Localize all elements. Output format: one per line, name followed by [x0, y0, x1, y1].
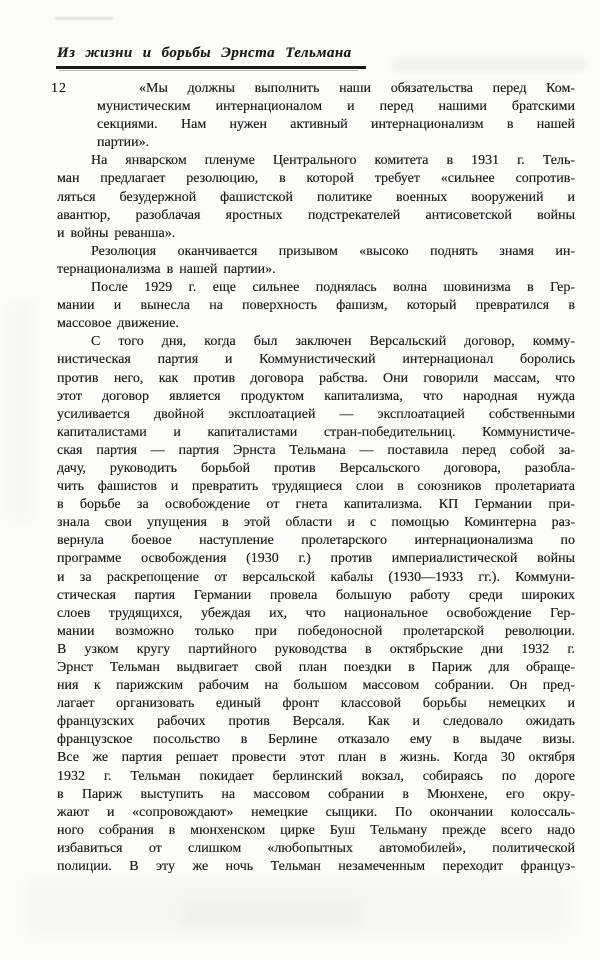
- text-line: слоев трудящихся, убеждая их, что национальное освобождение Гер-: [57, 605, 575, 621]
- text-line: На январском пленуме Центрального комитета в 1931 г. Тель-: [91, 153, 575, 169]
- text-line: Резолюция оканчивается призывом «высоко поднять знамя ин-: [91, 243, 575, 259]
- text-line: и за раскрепощение от версальской кабалы (1930—1933 гг.). Коммуни-: [57, 569, 575, 585]
- running-head-rule-echo: [59, 70, 358, 71]
- text-line: полиции. В эту же ночь Тельман незамеченным переходит француз-: [57, 859, 575, 875]
- text-line: тернационализма в нашей партии».: [57, 261, 276, 277]
- text-line: ния к парижским рабочим на большом массовом собрании. Он пред-: [57, 678, 575, 694]
- text-line: 1932 г. Тельман покидает берлинский вокзал, собираясь по дороге: [57, 768, 575, 784]
- text-line: партии».: [97, 135, 150, 151]
- text-line: В узком кругу партийного руководства в октябрьские дни 1932 г.: [57, 641, 575, 657]
- text-line: чить фашистов и превратить трудящиеся слои в союзников пролетариата: [57, 479, 575, 495]
- scan-smudge: [25, 878, 570, 936]
- text-line: ного собрания в мюнхенском цирке Буш Тельману прежде всего надо: [57, 822, 575, 838]
- text-line: французских рабочих против Версаля. Как и следовало ожидать: [57, 714, 575, 730]
- text-line: в борьбе за освобождение от гнета капитализма. КП Германии при-: [57, 497, 575, 513]
- text-line: дачу, руководить борьбой против Версальского договора, разобла-: [57, 460, 575, 476]
- text-line: После 1929 г. еще сильнее поднялась волна шовинизма в Гер-: [91, 280, 575, 296]
- text-lines: [57, 80, 575, 876]
- text-line: избавиться от слишком «любопытных автомобилей», политической: [57, 840, 575, 856]
- text-line: ская партия — партия Эрнста Тельмана — поставила перед собой за-: [57, 442, 575, 458]
- text-line: С того дня, когда был заключен Версальский договор, комму-: [91, 334, 575, 350]
- text-line: программе освобождения (1930 г.) против империалистической войны: [57, 551, 575, 567]
- text-line: мании и вынесла на поверхность фашизм, который превратился в: [57, 298, 575, 314]
- text-line: массовое движение.: [57, 316, 179, 332]
- scan-smudge: [392, 58, 588, 71]
- text-line: мании возможно только при победоносной пролетарской революции.: [57, 623, 575, 639]
- text-line: нистическая партия и Коммунистический интернационал боролись: [57, 352, 575, 368]
- text-line: секциями. Нам нужен активный интернационализм в нашей: [97, 117, 575, 133]
- text-line: против него, как против договора рабства. Они говорили массам, что: [57, 370, 575, 386]
- text-line: «Мы должны выполнить наши обязательства перед Ком-: [139, 81, 575, 96]
- scan-smudge: [180, 900, 360, 930]
- text-line: лагает организовать единый фронт классовой борьбы немецких и: [57, 696, 575, 712]
- text-line: стическая партия Германии провела большую работу среди широких: [57, 587, 575, 603]
- text-line: этот договор является продуктом капитализма, что народная нужда: [57, 388, 575, 404]
- text-line: Все же партия решает провести этот план в жизнь. Когда 30 октября: [57, 750, 575, 766]
- text-line: знала свои упущения в этой области и с помощью Коминтерна раз-: [57, 515, 575, 531]
- text-line: авантюр, разоблачая яростных подстрекателей антисоветской войны: [57, 207, 575, 223]
- scan-smudge: [8, 300, 34, 520]
- scan-smudge: [55, 17, 113, 20]
- text-line: и войны реванша».: [57, 225, 176, 241]
- text-line: жают и «сопровождают» немецкие сыщики. По окончании колоссаль-: [57, 804, 575, 820]
- running-head-rule: [56, 66, 366, 69]
- text-line: французское посольство в Берлине отказало ему в выдаче визы.: [57, 732, 575, 748]
- text-line: Эрнст Тельман выдвигает свой план поездки в Париж для обраще-: [57, 660, 575, 675]
- text-line: в Париж выступить на массовом собрании в Мюнхене, его окру-: [57, 786, 575, 802]
- text-line: ляться безудержной фашистской политике военных вооружений и: [57, 189, 575, 205]
- text-line: мунистическим интернационалом и перед нашими братскими: [97, 99, 575, 115]
- text-line: ман предлагает резолюцию, в которой требует «сильнее сопротив-: [57, 171, 575, 187]
- page-number: 12: [51, 81, 67, 96]
- text-line: вернула боевое наступление пролетарского интернационализма по: [57, 533, 575, 549]
- text-line: капиталистами и капиталистами стран-победительниц. Коммунистиче-: [57, 424, 575, 440]
- running-head: Из жизни и борьбы Эрнста Тельмана: [57, 45, 352, 61]
- text-line: усиливается двойной эксплоатацией — эксплоатацией собственными: [57, 406, 575, 422]
